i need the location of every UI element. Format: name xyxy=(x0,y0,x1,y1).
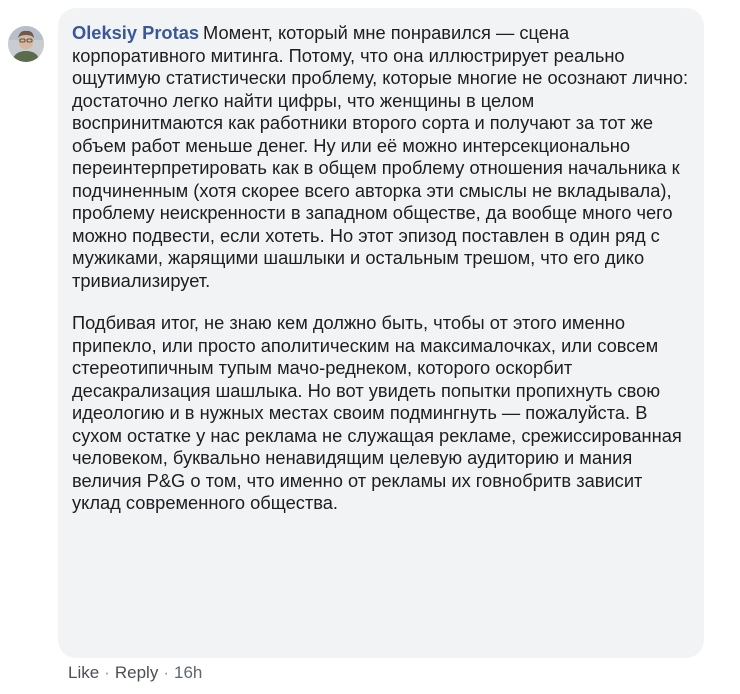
separator-dot: · xyxy=(104,663,110,682)
reply-link[interactable]: Reply xyxy=(114,663,159,682)
like-link[interactable]: Like xyxy=(68,663,100,682)
comment-bubble xyxy=(58,8,704,658)
comment-actions xyxy=(68,663,202,683)
timestamp[interactable]: 16h xyxy=(174,663,203,682)
avatar-photo-icon xyxy=(8,26,44,62)
comment-paragraph-1 xyxy=(72,22,690,292)
comment-text-1: Момент, который мне понравился — сцена корпоративного митинга. Потому, что она иллюстрирует реально ощутимую статистически проблему, которые многие не осознают лично: достаточно легко найти цифры, что женщины в целом воспринитмаются как работники второго сорта и получают за тот же объем работ меньше денег. Ну или её можно интерсекционально переинтерпретировать как в общем проблему отношения начальника к подчиненным (хотя скорее всего авторка эти смыслы не вкладывала), проблему неискренности в западном обществе, да вообще много чего можно подвести, если хотеть. Но этот эпизод поставлен в один ряд с мужиками, жарящими шашлыки и остальным трешом, что его дико тривиализирует. xyxy=(72,22,689,291)
author-name-link[interactable]: Oleksiy Protas xyxy=(72,22,200,43)
comment-paragraph-2: Подбивая итог, не знаю кем должно быть, чтобы от этого именно припекло, или просто аполитическим на максималочках, или совсем стереотипичным тупым мачо-реднеком, которого оскорбит десакрализация шашлыка. Но вот увидеть попытки пропихнуть свою идеологию и в нужных местах своим подмингнуть — пожалуйста. В сухом остатке у нас реклама не служащая рекламе, срежиссированная человеком, буквально ненавидящим целевую аудиторию и мания величия P&G о том, что именно от рекламы их говнобритв зависит уклад современного общества. xyxy=(72,312,682,513)
avatar[interactable] xyxy=(8,26,44,62)
separator-dot: · xyxy=(163,663,169,682)
